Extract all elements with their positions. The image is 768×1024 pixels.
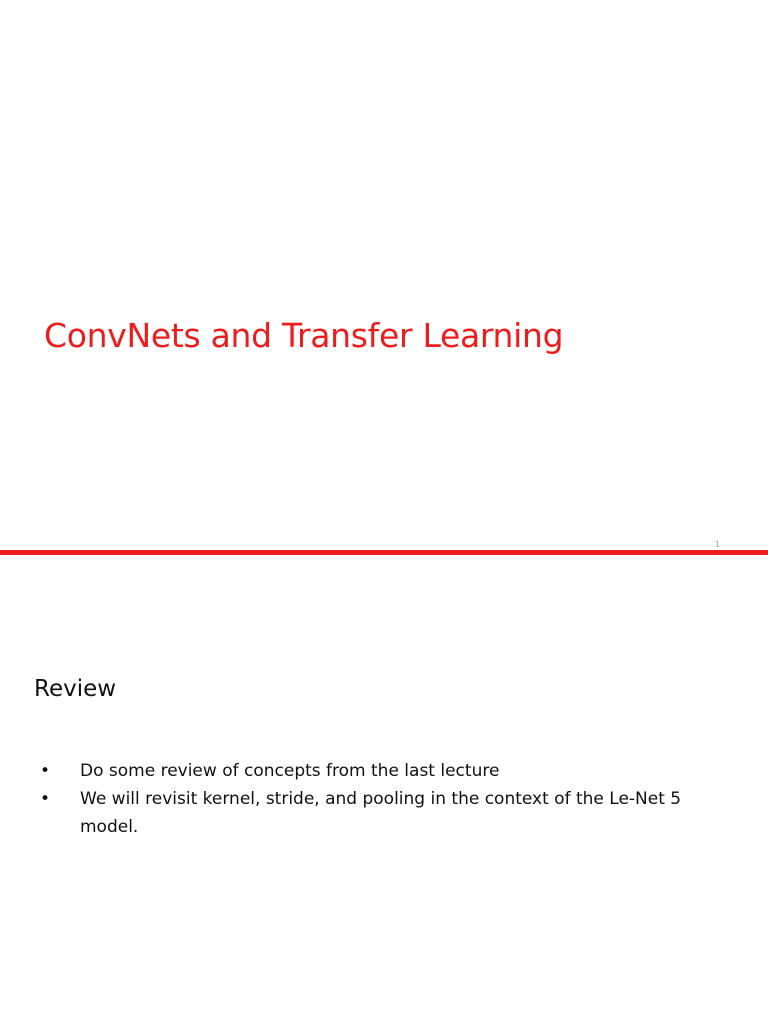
page-number: 1	[714, 540, 720, 549]
bullet-icon: •	[40, 789, 51, 809]
red-divider-line	[0, 550, 768, 555]
list-item	[40, 785, 720, 841]
bullet-list	[40, 757, 720, 841]
section-heading: Review	[34, 676, 117, 702]
bullet-icon: •	[40, 761, 51, 781]
bullet-text: Do some review of concepts from the last lecture	[80, 761, 500, 781]
bullet-text: We will revisit kernel, stride, and pooling in the context of the Le-Net 5 model.	[80, 789, 682, 837]
list-item	[40, 757, 720, 785]
slide-title: ConvNets and Transfer Learning	[44, 316, 564, 355]
review-slide	[0, 556, 768, 1024]
